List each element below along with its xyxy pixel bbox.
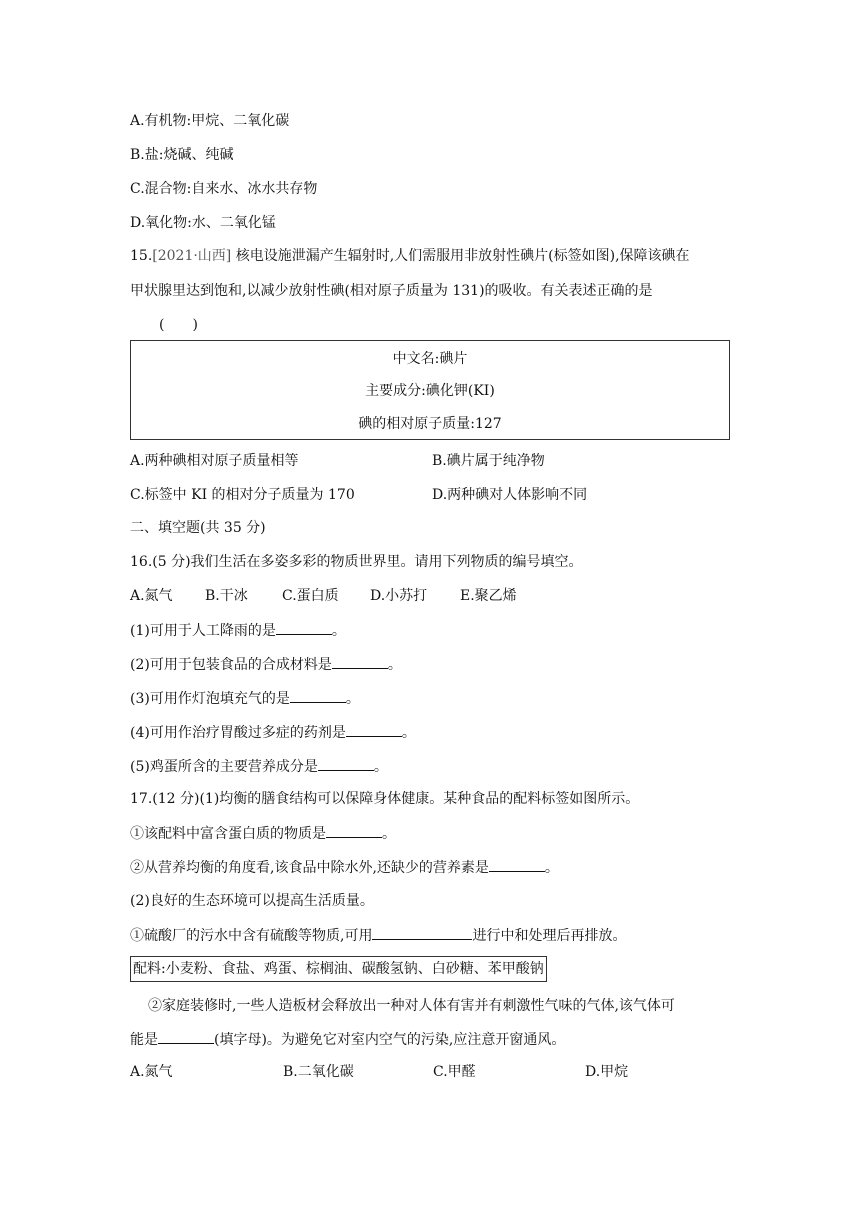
q17-option-b: B.二氧化碳 <box>283 1064 354 1080</box>
iodine-tablet-label <box>130 340 730 440</box>
answer-blank[interactable] <box>346 722 402 737</box>
q16-choice-e: E.聚乙烯 <box>460 588 517 604</box>
q15-option-d: D.两种碘对人体影响不同 <box>432 487 588 503</box>
q15-stem-text: 核电设施泄漏产生辐射时,人们需服用非放射性碘片(标签如图),保障该碘在 <box>235 248 690 264</box>
q17-part2-b-line2: 能是 (填字母)。为避免它对室内空气的污染,应注意开窗通风。 <box>130 1029 565 1050</box>
answer-blank[interactable] <box>158 1029 214 1044</box>
label-ingredient: 主要成分:碘化钾(KI) <box>365 383 495 399</box>
q15-answer-bracket: ( ) <box>159 317 198 333</box>
q16-choice-d: D.小苏打 <box>370 588 428 604</box>
q17-part2-b-line1: ②家庭装修时,一些人造板材会释放出一种对人体有害并有刺激性气味的气体,该气体可 <box>148 998 675 1014</box>
q16-item-4: (4)可用作治疗胃酸过多症的药剂是 。 <box>130 722 416 743</box>
q16-choice-a: A.氮气 <box>130 588 173 604</box>
q15-stem-line2: 甲状腺里达到饱和,以减少放射性碘(相对原子质量为 131)的吸收。有关表述正确的是 <box>130 283 653 299</box>
q14-option-d: D.氧化物:水、二氧化锰 <box>130 215 276 231</box>
q17-option-d: D.甲烷 <box>585 1064 629 1080</box>
q16-item-3: (3)可用作灯泡填充气的是 。 <box>130 688 360 709</box>
q17-part1-a: ①该配料中富含蛋白质的物质是 。 <box>130 823 396 844</box>
q15-option-a: A.两种碘相对原子质量相等 <box>130 453 299 469</box>
q14-option-c: C.混合物:自来水、冰水共存物 <box>130 181 318 197</box>
q16-stem: 16.(5 分)我们生活在多姿多彩的物质世界里。请用下列物质的编号填空。 <box>130 554 583 570</box>
q16-choice-b: B.干冰 <box>205 588 248 604</box>
q16-item-1: (1)可用于人工降雨的是 。 <box>130 620 346 641</box>
q17-stem: 17.(12 分)(1)均衡的膳食结构可以保障身体健康。某种食品的配料标签如图所示。 <box>130 791 640 807</box>
q15-source: [2021·山西] <box>152 248 232 264</box>
q14-option-a: A.有机物:甲烷、二氧化碳 <box>130 113 290 129</box>
q16-item-5: (5)鸡蛋所含的主要营养成分是 。 <box>130 756 388 777</box>
q15-option-c: C.标签中 KI 的相对分子质量为 170 <box>130 487 355 503</box>
section-title: 二、填空题(共 35 分) <box>130 520 266 536</box>
answer-blank[interactable] <box>318 756 374 771</box>
answer-blank[interactable] <box>332 654 388 669</box>
q14-option-b: B.盐:烧碱、纯碱 <box>130 147 234 163</box>
q17-part2-title: (2)良好的生态环境可以提高生活质量。 <box>130 893 374 909</box>
q17-option-a: A.氮气 <box>130 1064 173 1080</box>
label-name: 中文名:碘片 <box>392 351 468 367</box>
answer-blank[interactable] <box>372 925 472 940</box>
q17-option-c: C.甲醛 <box>433 1064 476 1080</box>
q17-part2-a: ①硫酸厂的污水中含有硫酸等物质,可用 进行中和处理后再排放。 <box>130 925 626 946</box>
q15-number: 15. <box>130 248 153 264</box>
q15-option-b: B.碘片属于纯净物 <box>432 453 545 469</box>
q17-part1-b: ②从营养均衡的角度看,该食品中除水外,还缺少的营养素是 。 <box>130 857 559 878</box>
answer-blank[interactable] <box>290 688 346 703</box>
label-atomic-mass: 碘的相对原子质量:127 <box>358 416 502 432</box>
answer-blank[interactable] <box>276 620 332 635</box>
answer-blank[interactable] <box>326 823 382 838</box>
q15-stem-line1 <box>130 246 690 266</box>
q16-choice-c: C.蛋白质 <box>282 588 339 604</box>
ingredient-label: 配料:小麦粉、食盐、鸡蛋、棕榈油、碳酸氢钠、白砂糖、苯甲酸钠 <box>130 956 547 982</box>
answer-blank[interactable] <box>489 857 545 872</box>
q16-item-2: (2)可用于包装食品的合成材料是 。 <box>130 654 402 675</box>
